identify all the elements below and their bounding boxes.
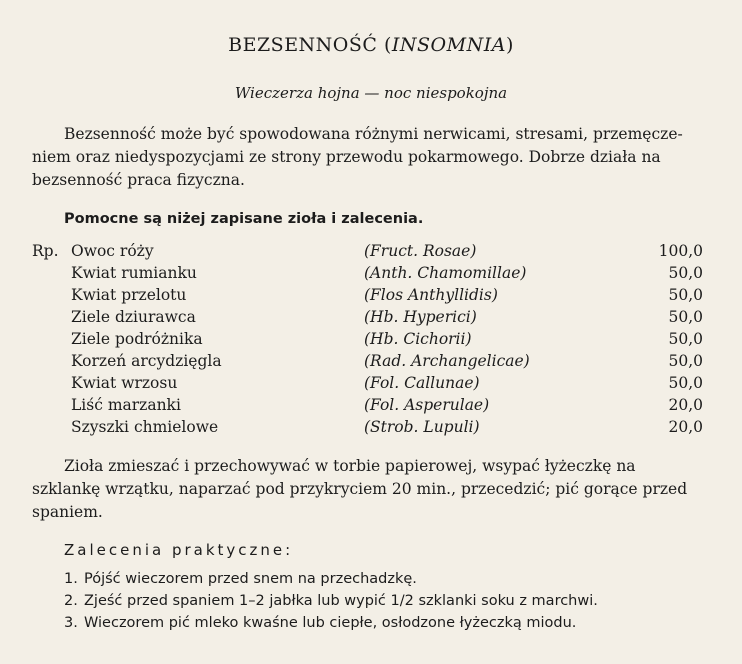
preparation-line: Zioła zmieszać i przechowywać w torbie papierowej, wsypać łyżeczkę na [64,457,636,475]
intro-line: niem oraz niedyspozycjami ze strony przewodu pokarmowego. Dobrze działa na [32,148,661,166]
herb-row [0,308,742,330]
herb-qty: 100,0 [658,242,703,260]
herb-polish: Kwiat wrzosu [71,374,178,392]
herb-row [0,396,742,418]
recommendation-item [64,568,598,590]
herb-qty: 50,0 [668,308,703,326]
recommendation-text: Zjeść przed spaniem 1–2 jabłka lub wypić 1/2 szklanki soku z marchwi. [84,593,598,609]
preparation-paragraph [32,455,710,524]
recommendations-list [64,568,598,634]
herb-polish: Korzeń arcydzięgla [71,352,222,370]
herb-row [0,374,742,396]
recommendations-heading: Zalecenia praktyczne: [64,541,294,559]
title-close: ) [505,34,514,56]
herb-qty: 50,0 [668,352,703,370]
preparation-line: spaniem. [32,503,103,521]
herb-polish: Ziele dziurawca [71,308,196,326]
intro-line: bezsenność praca fizyczna. [32,171,245,189]
preparation-line: szklankę wrzątku, naparzać pod przykryciem 20 min., przecedzić; pić gorące przed [32,480,688,498]
title-main: BEZSENNOŚĆ ( [228,34,392,56]
herb-polish: Szyszki chmielowe [71,418,219,436]
intro-paragraph [32,123,710,192]
herb-row [0,352,742,374]
herb-qty: 50,0 [668,286,703,304]
herb-qty: 50,0 [668,264,703,282]
motto: Wieczerza hojna — noc niespokojna [234,84,508,102]
herb-row [0,418,742,440]
recommendation-number: 3. [64,615,78,631]
recommendation-item [64,612,598,634]
recommendation-number: 2. [64,593,78,609]
herb-polish: Ziele podróżnika [71,330,203,348]
rp-label: Rp. [32,242,59,260]
herb-latin: (Strob. Lupuli) [364,418,480,436]
herb-row [0,264,742,286]
herbs-heading: Pomocne są niżej zapisane zioła i zalecenia. [64,211,424,227]
herb-latin: (Fol. Asperulae) [364,396,490,414]
recommendation-number: 1. [64,571,78,587]
title-latin: INSOMNIA [391,34,506,56]
herb-latin: (Anth. Chamomillae) [364,264,527,282]
herb-qty: 20,0 [668,396,703,414]
herb-qty: 50,0 [668,330,703,348]
recommendation-item [64,590,598,612]
herb-polish: Kwiat przelotu [71,286,187,304]
herb-polish: Kwiat rumianku [71,264,197,282]
herb-row [0,286,742,308]
herb-latin: (Hb. Hyperici) [364,308,477,326]
herb-latin: (Fol. Callunae) [364,374,480,392]
herb-latin: (Flos Anthyllidis) [364,286,498,304]
herb-latin: (Rad. Archangelicae) [364,352,530,370]
herb-row [0,242,742,264]
herb-row [0,330,742,352]
page-title [0,34,742,56]
herb-polish: Liść marzanki [71,396,181,414]
recommendation-text: Wieczorem pić mleko kwaśne lub ciepłe, osłodzone łyżeczką miodu. [84,615,577,631]
herb-polish: Owoc róży [71,242,154,260]
herb-qty: 50,0 [668,374,703,392]
herb-latin: (Hb. Cichorii) [364,330,472,348]
intro-line: Bezsenność może być spowodowana różnymi nerwicami, stresami, przemęcze- [64,125,683,143]
herb-qty: 20,0 [668,418,703,436]
herb-latin: (Fruct. Rosae) [364,242,477,260]
recommendation-text: Pójść wieczorem przed snem na przechadzkę. [84,571,417,587]
